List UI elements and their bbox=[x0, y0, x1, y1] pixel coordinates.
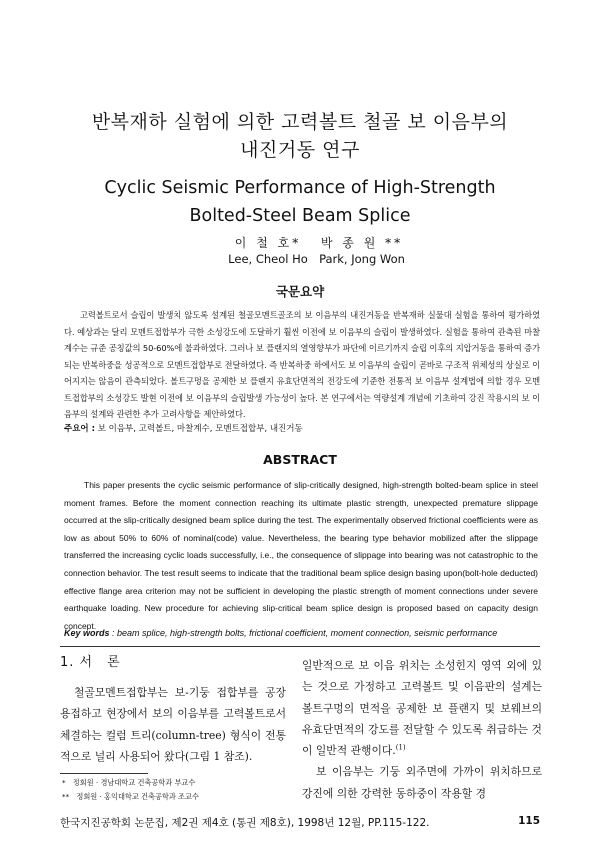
paper-title-english bbox=[60, 174, 540, 230]
author-1-name-ko: 이 철 호* bbox=[234, 236, 302, 250]
author-1-name-en: Lee, Cheol Ho bbox=[228, 252, 308, 266]
reference-marker: (1) bbox=[395, 743, 406, 752]
footnote-1: * 정회원 · 경남대학교 건축공학과 부교수 bbox=[62, 778, 196, 787]
keywords-en bbox=[64, 626, 538, 640]
footnotes bbox=[62, 776, 288, 803]
keywords-ko-label: 주요어 : bbox=[64, 424, 95, 434]
keywords-en-list: : beam splice, high-strength bolts, frictional coefficient, moment connection, seismic performance bbox=[112, 628, 498, 638]
keywords-en-label: Key words bbox=[64, 628, 110, 638]
title-ko-line-2: 내진거동 연구 bbox=[240, 139, 360, 161]
title-ko-line-1: 반복재하 실험에 의한 고력볼트 철골 보 이음부의 bbox=[91, 111, 509, 133]
footnote-rule bbox=[60, 773, 148, 774]
section-1-right-paragraph-1 bbox=[302, 655, 542, 761]
section-1-right-paragraph-2: 보 이음부는 기둥 외주면에 가까이 위치하므로 강진에 의한 강력한 동하중이 작용할 경 bbox=[302, 765, 542, 800]
abstract-en-text: This paper presents the cyclic seismic performance of slip-critically designed, high-strength bolted-beam splice in steel moment frames. Before the moment connection reaching its ultimate plastic strength, unexpected premature slippage occurred at the slip-critically designed beam splice during the test. The experimentally observed frictional coefficients were as low as about 50% to 60% of nominal(code) value. Nevertheless, the bearing type behavior mobilized after the slippage transferred the increasing cyclic loads successfully, i.e., the consequence of slippage into bearing was not catastrophic to the connection behavior. The test result seems to indicate that the traditional beam splice design basing upon(bolt-hole deducted) effective flange area criterion may not be sufficient in developing the plastic strength of moment connections under severe earthquake loading. New procedure for achieving slip-critical beam splice design is proposed based on capacity design concept. bbox=[64, 480, 538, 631]
abstract-en-heading: ABSTRACT bbox=[263, 452, 337, 467]
paper-title-korean bbox=[60, 108, 540, 164]
section-1-heading: 1. 서 론 bbox=[60, 655, 121, 670]
journal-citation: 한국지진공학회 논문집, 제2권 제4호 (통권 제8호), 1998년 12월, PP.115-122. bbox=[60, 817, 430, 829]
abstract-divider bbox=[60, 646, 540, 647]
keywords-ko bbox=[64, 422, 540, 436]
footnote-2: ** 정회원 · 홍익대학교 건축공학과 조교수 bbox=[62, 791, 199, 801]
right-paragraph-1-text: 일반적으로 보 이음 위치는 소성힌지 영역 외에 있는 것으로 가정하고 고력볼트 및 이음판의 설계는 볼트구멍의 면적을 공제한 보 플랜지 및 보웨브의 유효단면적의 강도를 전달할 수 있도록 취급하는 것이 일반적 관행이다. bbox=[302, 659, 542, 758]
keywords-ko-list: 보 이음부, 고력볼트, 마찰계수, 모멘트접합부, 내진거동 bbox=[97, 424, 303, 434]
author-2-name-en: Park, Jong Won bbox=[319, 252, 405, 266]
author-2-name-ko: 박 종 원 ** bbox=[320, 236, 404, 250]
title-en-line-2: Bolted-Steel Beam Splice bbox=[189, 206, 411, 226]
page-number: 115 bbox=[518, 815, 540, 827]
section-1-paragraph-1: 철골모멘트접합부는 보-기둥 접합부를 공장용접하고 현장에서 보의 이음부를 고력볼트로서 체결하는 컬럼 트리(column-tree) 형식이 전통적으로 널리 사용되어 왔다(그림 1 참조). bbox=[60, 686, 286, 763]
body-left-column bbox=[60, 652, 286, 767]
body-right-column bbox=[302, 655, 542, 804]
abstract-ko-heading: 국문요약 bbox=[275, 284, 325, 299]
page-footer bbox=[60, 815, 540, 830]
author-2 bbox=[292, 236, 432, 267]
title-en-line-1: Cyclic Seismic Performance of High-Strength bbox=[104, 178, 496, 198]
abstract-ko-text: 고력볼트로서 슬립이 발생치 않도록 설계된 철골모멘트골조의 보 이음부의 내진거동을 반복재하 실물대 실험을 통하여 평가하였다. 예상과는 달리 모멘트접합부가 극한 소성강도에 도달하기 훨씬 이전에 보 이음부의 슬립이 발생하였다. 실험을 통하여 관측된 마찰계수는 규준 공칭값의 50-60%에 불과하였다. 그러나 보 플랜지의 열영향부가 파단에 이르기까지 슬립 이후의 지압거동을 통하여 증가되는 반복하중을 성공적으로 모멘트접합부로 전달하였다. 즉 반복하중 하에서도 보 이음부의 슬립이 곧바로 구조적 위체성의 상실로 이어지지는 않음이 관측되었다. 볼트구멍을 공제한 보 플랜지 유효단면적의 전강도에 기준한 전통적 보 이음부 설계법에 의할 경우 모멘트접합부의 소성강도 발현 이전에 보 이음부의 슬립발생 가능성이 높다. 본 연구에서는 역량설계 개념에 기초하여 강진 작용시의 보 이음부의 설계와 관련한 추가 고려사항을 제안하였다. bbox=[64, 310, 540, 419]
